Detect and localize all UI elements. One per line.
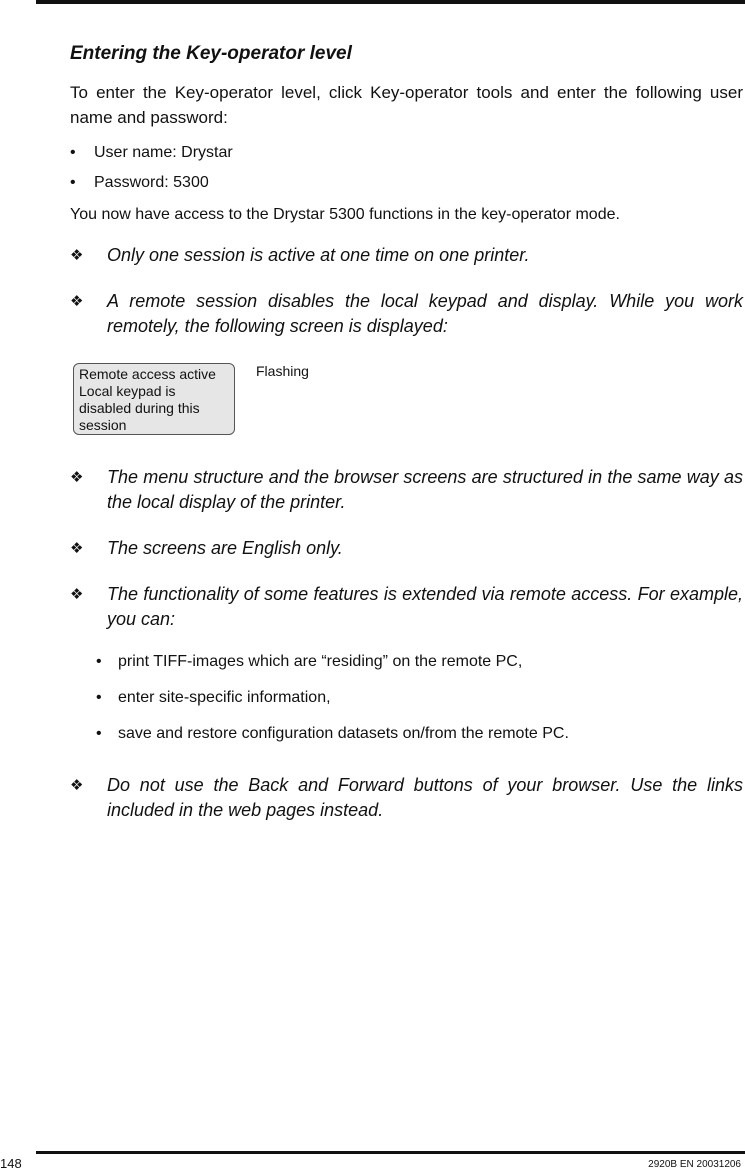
bottom-rule [36, 1151, 745, 1154]
note-english-only [70, 536, 743, 561]
section-heading: Entering the Key-operator level [70, 43, 352, 64]
note-text: Do not use the Back and Forward buttons of your browser. Use the links included in the web pages instead. [107, 775, 743, 820]
top-rule [36, 0, 745, 4]
remote-screen-figure [70, 363, 743, 465]
note-text: The screens are English only. [107, 538, 343, 558]
page-content [70, 40, 743, 823]
list-item [96, 680, 743, 716]
note-diamond-icon: ❖ [70, 586, 84, 603]
lcd-display [73, 363, 235, 435]
bullet-icon: • [96, 653, 102, 670]
note-text: A remote session disables the local keypad and display. While you work remotely, the following screen is displayed: [107, 291, 743, 336]
lcd-line: disabled during this [79, 400, 200, 416]
bullet-icon: • [70, 174, 76, 191]
credential-username [70, 138, 743, 168]
page-number: 148 [0, 1156, 22, 1171]
example-text: print TIFF-images which are “residing” on the remote PC, [118, 653, 523, 670]
examples-list [96, 644, 743, 752]
note-single-session [70, 243, 743, 268]
note-browser-buttons [70, 773, 743, 823]
list-item [96, 716, 743, 752]
bullet-icon: • [70, 144, 76, 161]
note-remote-session [70, 289, 743, 339]
intro-paragraph: To enter the Key-operator level, click Key-operator tools and enter the following user name and password: [70, 83, 743, 127]
document-code: 2920B EN 20031206 [648, 1159, 741, 1170]
note-extended-functionality [70, 582, 743, 632]
example-text: save and restore configuration datasets on/from the remote PC. [118, 725, 569, 742]
note-diamond-icon: ❖ [70, 247, 84, 264]
lcd-line: Remote access active [79, 366, 216, 382]
lcd-line: session [79, 417, 127, 433]
note-diamond-icon: ❖ [70, 469, 84, 486]
bullet-icon: • [96, 689, 102, 706]
note-diamond-icon: ❖ [70, 293, 84, 310]
note-diamond-icon: ❖ [70, 777, 84, 794]
flashing-label: Flashing [256, 363, 309, 379]
credentials-list [70, 138, 743, 198]
note-text: Only one session is active at one time on one printer. [107, 245, 530, 265]
credential-password [70, 168, 743, 198]
note-diamond-icon: ❖ [70, 540, 84, 557]
example-text: enter site-specific information, [118, 689, 331, 706]
credential-text: User name: Drystar [94, 144, 233, 161]
list-item [96, 644, 743, 680]
note-menu-structure [70, 465, 743, 515]
note-text: The functionality of some features is extended via remote access. For example, you can: [107, 584, 743, 629]
note-text: The menu structure and the browser screens are structured in the same way as the local display of the printer. [107, 467, 743, 512]
lcd-line: Local keypad is [79, 383, 176, 399]
bullet-icon: • [96, 725, 102, 742]
credential-text: Password: 5300 [94, 174, 209, 191]
access-note: You now have access to the Drystar 5300 functions in the key-operator mode. [70, 206, 620, 223]
